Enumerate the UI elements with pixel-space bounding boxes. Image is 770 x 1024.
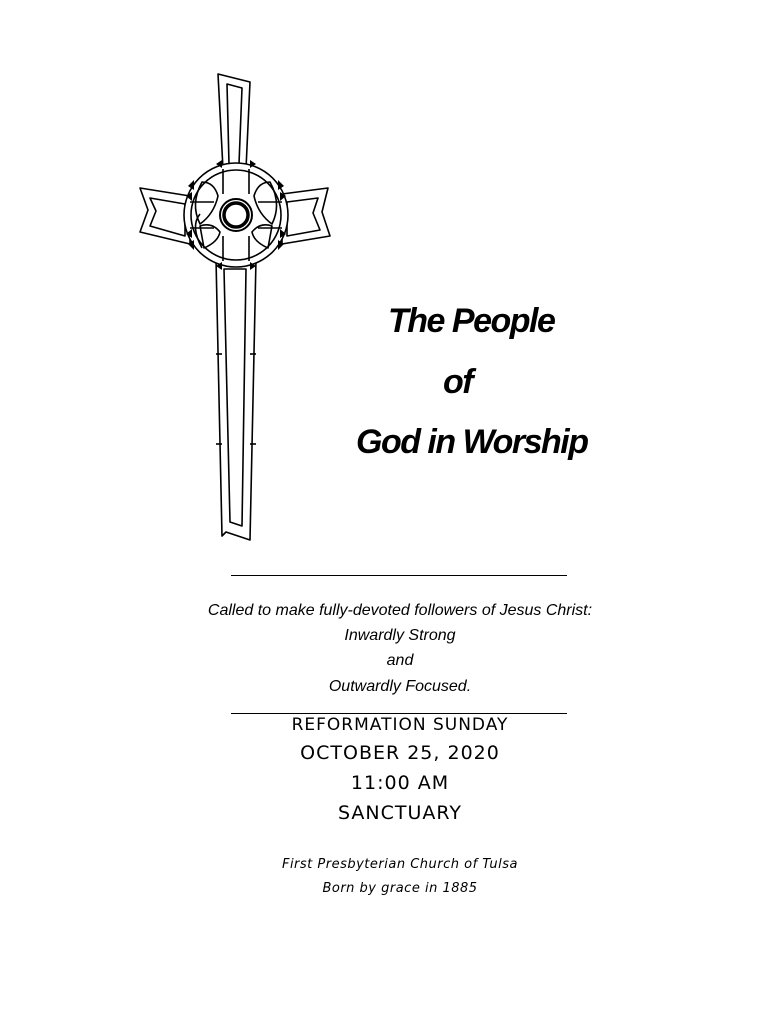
service-date: OCTOBER 25, 2020 (300, 742, 500, 764)
church-name: First Presbyterian Church of Tulsa (281, 857, 519, 872)
service-time: 11:00 AM (350, 772, 450, 794)
title-line-3: God in Worship (356, 423, 588, 461)
church-tagline: Born by grace in 1885 (322, 881, 478, 896)
title-line-2: of (443, 363, 473, 401)
service-occasion: REFORMATION SUNDAY (291, 715, 509, 735)
divider-bottom (231, 713, 567, 714)
title-line-1: The People (388, 302, 555, 340)
motto-line-2: Inwardly Strong (344, 627, 456, 644)
service-location: SANCTUARY (338, 802, 462, 824)
motto-line-3: and (386, 652, 414, 669)
divider-top (231, 575, 567, 576)
motto-line-1: Called to make fully-devoted followers of Jesus Christ: (207, 602, 593, 619)
motto-line-4: Outwardly Focused. (328, 678, 472, 695)
celtic-cross-icon (130, 64, 350, 544)
